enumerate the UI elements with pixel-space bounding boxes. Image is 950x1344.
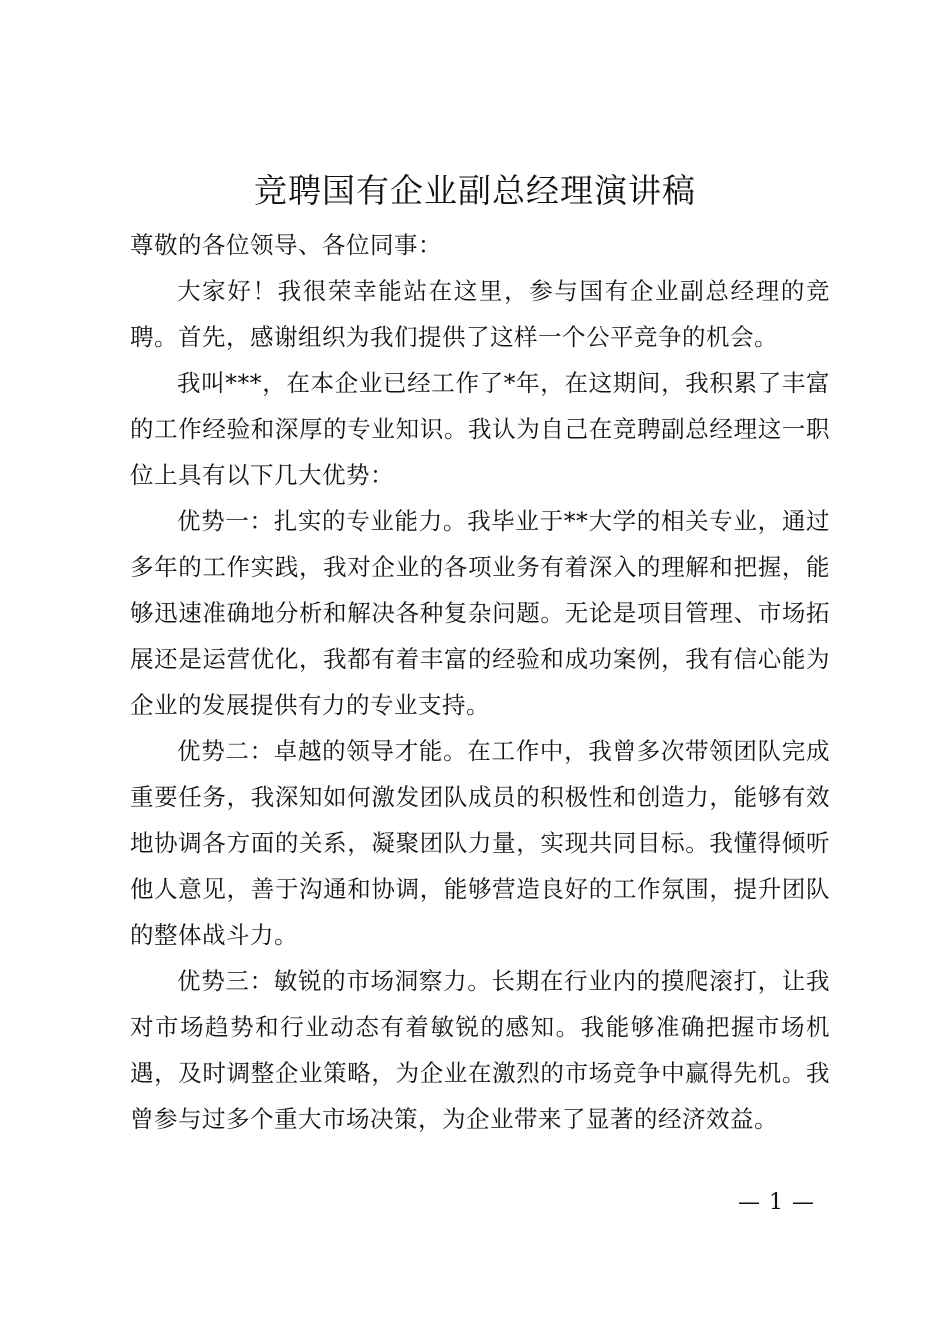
page-number: — 1 — bbox=[738, 1190, 815, 1215]
paragraph-opening: 大家好！我很荣幸能站在这里，参与国有企业副总经理的竞聘。首先，感谢组织为我们提供了这样一个公平竞争的机会。 bbox=[130, 277, 830, 351]
paragraph-introduction: 我叫***，在本企业已经工作了*年，在这期间，我积累了丰富的工作经验和深厚的专业知识。我认为自己在竞聘副总经理这一职位上具有以下几大优势： bbox=[130, 369, 830, 489]
document-title: 竞聘国有企业副总经理演讲稿 bbox=[254, 171, 696, 210]
greeting: 尊敬的各位领导、各位同事： bbox=[130, 231, 442, 259]
paragraph-advantage-two: 优势二：卓越的领导才能。在工作中，我曾多次带领团队完成重要任务，我深知如何激发团队成员的积极性和创造力，能够有效地协调各方面的关系，凝聚团队力量，实现共同目标。我懂得倾听他人意见，善于沟通和协调，能够营造良好的工作氛围，提升团队的整体战斗力。 bbox=[130, 737, 830, 949]
paragraph-advantage-three: 优势三：敏锐的市场洞察力。长期在行业内的摸爬滚打，让我对市场趋势和行业动态有着敏锐的感知。我能够准确把握市场机遇，及时调整企业策略，为企业在激烈的市场竞争中赢得先机。我曾参与过多个重大市场决策，为企业带来了显著的经济效益。 bbox=[130, 967, 830, 1133]
document-body bbox=[130, 222, 830, 1142]
paragraph-advantage-one: 优势一：扎实的专业能力。我毕业于**大学的相关专业，通过多年的工作实践，我对企业的各项业务有着深入的理解和把握，能够迅速准确地分析和解决各种复杂问题。无论是项目管理、市场拓展还是运营优化，我都有着丰富的经验和成功案例，我有信心能为企业的发展提供有力的专业支持。 bbox=[130, 507, 830, 719]
